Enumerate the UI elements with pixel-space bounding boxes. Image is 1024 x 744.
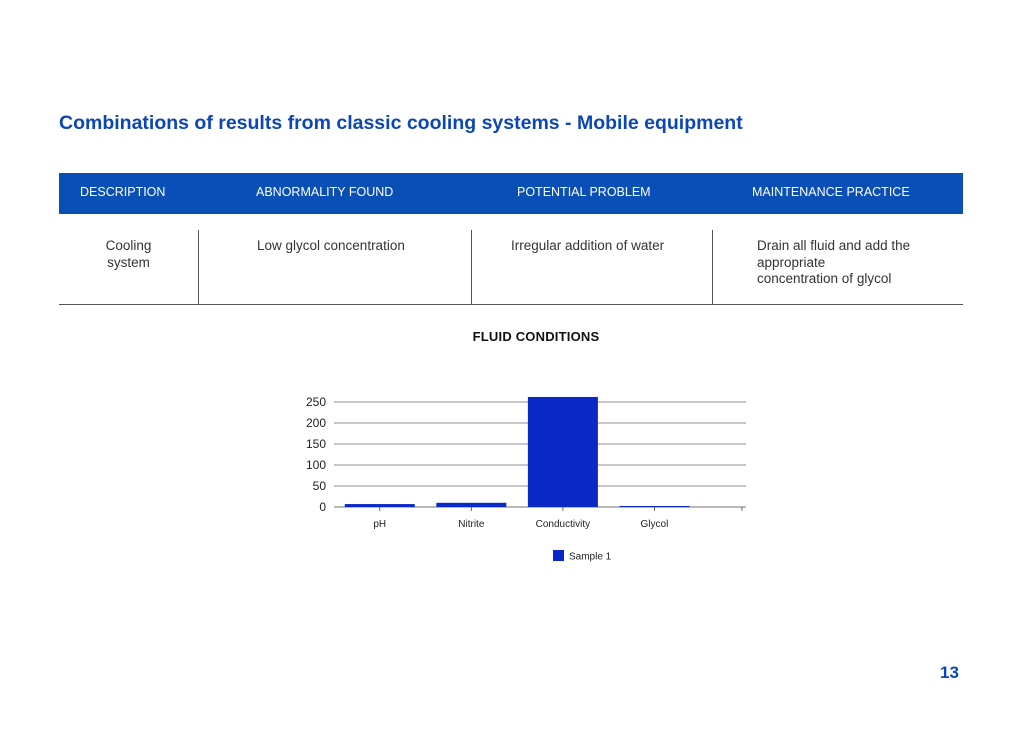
- bar-nitrite: [436, 503, 506, 507]
- y-tick-label: 250: [305, 395, 326, 409]
- cell-problem: Irregular addition of water: [511, 238, 665, 253]
- table-row: [59, 214, 963, 305]
- y-tick-label: 100: [305, 458, 326, 472]
- column-divider: [471, 230, 472, 304]
- cell-practice-line: Drain all fluid and add the: [757, 238, 911, 253]
- column-divider: [712, 230, 713, 304]
- cell-practice-line: appropriate: [757, 254, 826, 270]
- table-header: [59, 173, 963, 214]
- chart-title: FLUID CONDITIONS: [472, 329, 600, 344]
- column-divider: [198, 230, 199, 304]
- header-description: DESCRIPTION: [80, 185, 166, 199]
- bar-conductivity: [528, 397, 598, 507]
- fluid-conditions-chart: [290, 385, 760, 575]
- cell-description-line: system: [107, 254, 150, 270]
- y-tick-label: 200: [305, 416, 326, 430]
- x-tick-label: Nitrite: [458, 519, 485, 530]
- legend-label: Sample 1: [569, 551, 612, 563]
- x-tick-label: pH: [373, 519, 387, 530]
- cell-practice: [757, 238, 910, 288]
- x-tick-label: Conductivity: [535, 519, 591, 530]
- y-tick-label: 50: [312, 479, 326, 493]
- cell-abnormality: Low glycol concentration: [257, 238, 405, 253]
- x-tick-label: Glycol: [640, 519, 669, 530]
- page-number: 13: [940, 663, 959, 682]
- cell-description-line: Cooling: [105, 238, 152, 253]
- page-title: Combinations of results from classic cooling systems - Mobile equipment: [59, 112, 743, 134]
- legend-swatch: [553, 550, 564, 561]
- cell-description: [59, 238, 198, 271]
- bar-glycol: [619, 506, 689, 507]
- bar-ph: [345, 504, 415, 507]
- y-tick-label: 150: [305, 437, 326, 451]
- header-practice: MAINTENANCE PRACTICE: [752, 185, 910, 199]
- header-abnormality: ABNORMALITY FOUND: [256, 185, 394, 199]
- results-table: [59, 173, 963, 305]
- cell-practice-line: concentration of glycol: [757, 271, 892, 286]
- y-tick-label: 0: [319, 500, 326, 514]
- header-problem: POTENTIAL PROBLEM: [517, 185, 651, 199]
